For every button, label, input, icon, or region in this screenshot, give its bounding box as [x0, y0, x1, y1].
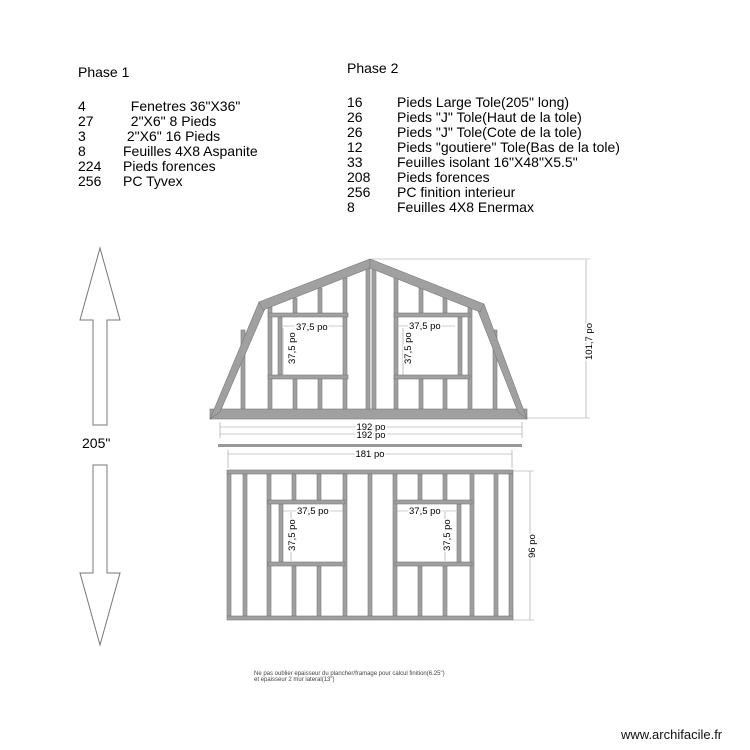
item-label: Pieds "J" Tole(Cote de la tole): [397, 124, 582, 140]
item-quantity: 256: [347, 184, 371, 200]
stud: [267, 474, 271, 616]
stud: [317, 566, 321, 616]
gable-right-window-height: 37,5 po: [403, 332, 414, 364]
item-quantity: 8: [78, 143, 86, 159]
stud: [418, 474, 422, 500]
phase2-title: Phase 2: [347, 60, 399, 76]
gable-left-window-width: 37,5 po: [296, 322, 328, 333]
phase1-title: Phase 1: [78, 64, 130, 80]
stud: [394, 276, 398, 409]
stud: [443, 566, 447, 616]
stud: [243, 474, 247, 616]
gable-right-window-width: 37,5 po: [409, 321, 441, 332]
item-quantity: 4: [78, 98, 86, 114]
stud: [419, 286, 423, 313]
note-line-2: et epaisseur 2 mur lateral(13"): [254, 677, 335, 683]
stud: [368, 474, 372, 616]
stud: [343, 278, 347, 409]
gable-width-1: 192 po: [356, 422, 386, 433]
stud: [292, 566, 296, 616]
length-label: 205": [82, 435, 111, 451]
gable-left-window-height: 37,5 po: [287, 332, 298, 364]
item-label: Pieds "goutiere" Tole(Bas de la tole): [397, 139, 620, 155]
item-quantity: 208: [347, 169, 371, 185]
stud: [227, 474, 231, 616]
side-wall-frame: [227, 470, 513, 620]
wall-right-window-height: 37,5 po: [442, 519, 453, 551]
item-label: Pieds forences: [397, 169, 490, 185]
item-quantity: 27: [78, 113, 94, 129]
note-line-1: Ne pas oublier epaisseur du plancher/framage pour calcul finition(6.25"): [254, 671, 445, 677]
gable-width-2: 192 po: [356, 430, 386, 441]
item-quantity: 256: [78, 173, 102, 189]
stud: [317, 474, 321, 500]
stud: [318, 379, 322, 409]
item-label: PC Tyvex: [123, 173, 183, 189]
item-quantity: 16: [347, 94, 363, 110]
item-label: Feuilles 4X8 Aspanite: [123, 143, 258, 159]
item-label: Feuilles 4X8 Enermax: [397, 199, 534, 215]
wall-dimensions: [228, 450, 534, 620]
wall-left-window-width: 37,5 po: [297, 506, 329, 517]
stud: [278, 317, 282, 375]
item-label: PC finition interieur: [397, 184, 516, 200]
item-label: 2"X6" 16 Pieds: [123, 128, 221, 144]
item-label: Pieds Large Tole(205" long): [397, 94, 570, 110]
stud: [279, 504, 283, 562]
item-quantity: 12: [347, 139, 363, 155]
item-quantity: 33: [347, 154, 363, 170]
stud: [268, 307, 272, 409]
stud: [292, 474, 296, 500]
item-label: 2"X6" 8 Pieds: [123, 113, 217, 129]
stud: [419, 379, 423, 409]
stud: [470, 474, 474, 616]
wall-left-window-height: 37,5 po: [287, 519, 298, 551]
stud: [293, 298, 297, 313]
stud: [293, 379, 297, 409]
stud: [318, 288, 322, 313]
item-label: Feuilles isolant 16"X48"X5.5": [397, 154, 578, 170]
stud: [366, 262, 370, 409]
item-label: Pieds forences: [123, 158, 216, 174]
gable-wall-frame: [210, 259, 527, 419]
stud: [457, 504, 461, 562]
stud: [509, 474, 513, 616]
stud: [418, 566, 422, 616]
stud: [443, 474, 447, 500]
wall-width: 181 po: [355, 449, 385, 460]
stud: [343, 474, 347, 616]
stud: [458, 317, 462, 375]
item-label: Fenetres 36"X36": [123, 98, 241, 114]
item-quantity: 26: [347, 124, 363, 140]
stud: [494, 474, 498, 616]
item-quantity: 26: [347, 109, 363, 125]
stud: [393, 474, 397, 616]
floor-plate: [218, 444, 522, 447]
wall-right-window-width: 37,5 po: [409, 506, 441, 517]
item-quantity: 224: [78, 158, 102, 174]
item-label: Pieds "J" Tole(Haut de la tole): [397, 109, 582, 125]
stud: [372, 262, 376, 409]
note: [254, 671, 445, 683]
watermark: www.archifacile.fr: [621, 727, 723, 742]
stud: [443, 379, 447, 409]
stud: [468, 305, 472, 409]
gable-height: 101,7 po: [584, 323, 595, 360]
wall-height: 96 po: [527, 534, 538, 558]
item-quantity: 8: [347, 199, 355, 215]
item-quantity: 3: [78, 128, 86, 144]
